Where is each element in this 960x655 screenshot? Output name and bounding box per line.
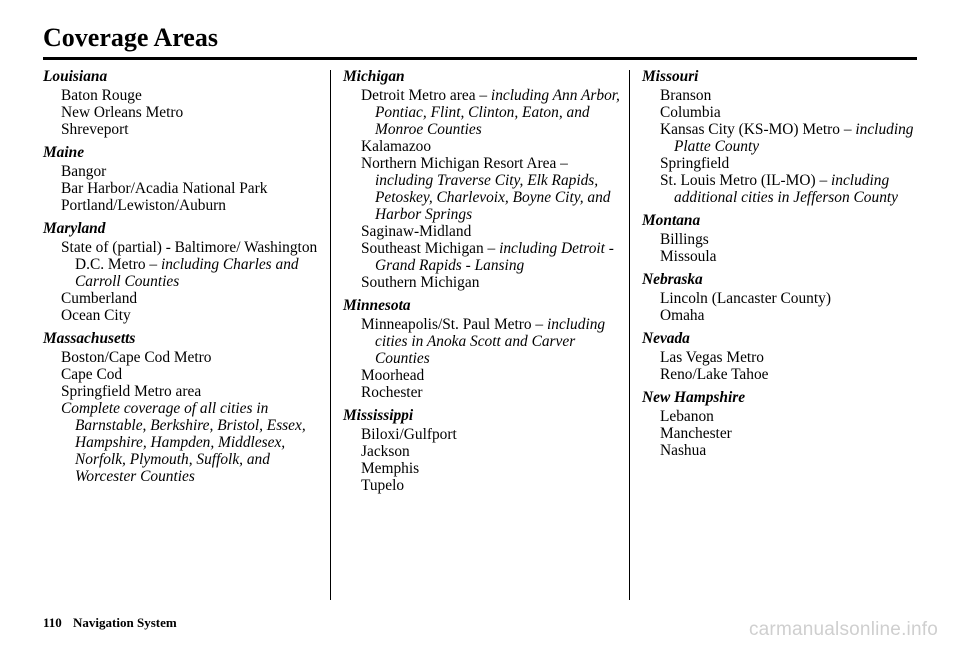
coverage-area-item: [642, 155, 932, 172]
area-name: Moorhead: [361, 367, 425, 384]
area-name: Shreveport: [61, 121, 129, 138]
coverage-area-item: [642, 349, 932, 366]
area-name: Ocean City: [61, 307, 131, 324]
area-name: Boston/Cape Cod Metro: [61, 349, 212, 366]
coverage-area-item: [43, 239, 323, 290]
coverage-area-item: [43, 163, 323, 180]
area-note: including cities in Anoka Scott and Carver Counties: [375, 316, 606, 367]
area-name: Billings: [660, 231, 709, 248]
area-name: Reno/Lake Tahoe: [660, 366, 769, 383]
area-name: Minneapolis/St. Paul Metro –: [361, 316, 547, 333]
coverage-area-item: [43, 180, 323, 197]
coverage-area-item: [43, 307, 323, 324]
coverage-area-item: [43, 349, 323, 366]
coverage-column-2: [343, 68, 623, 494]
area-name: Kansas City (KS-MO) Metro –: [660, 121, 856, 138]
coverage-area-item: [43, 87, 323, 104]
area-note: including Platte County: [674, 121, 914, 155]
coverage-area-item: [642, 104, 932, 121]
area-name: Branson: [660, 87, 712, 104]
area-name: Rochester: [361, 384, 423, 401]
area-name: Cape Cod: [61, 366, 123, 383]
area-name: New Orleans Metro: [61, 104, 184, 121]
coverage-area-item: [343, 223, 623, 240]
coverage-area-item: [343, 443, 623, 460]
area-note: including Traverse City, Elk Rapids, Petoskey, Charlevoix, Boyne City, and Harbor Springs: [375, 172, 611, 223]
coverage-area-item: [642, 231, 932, 248]
state-heading: Nevada: [642, 330, 690, 347]
area-note: including Ann Arbor, Pontiac, Flint, Clinton, Eaton, and Monroe Counties: [375, 87, 620, 138]
coverage-area-item: [642, 425, 932, 442]
state-heading: Massachusetts: [43, 330, 136, 347]
coverage-area-item: [343, 240, 623, 274]
coverage-area-item: [642, 172, 932, 206]
area-name: Nashua: [660, 442, 707, 459]
page-footer: [43, 615, 177, 631]
coverage-area-item: [642, 307, 932, 324]
area-note: including Charles and Carroll Counties: [75, 256, 299, 290]
coverage-area-item: [642, 442, 932, 459]
page-number: 110: [43, 615, 62, 630]
coverage-area-item: [343, 138, 623, 155]
area-name: Las Vegas Metro: [660, 349, 765, 366]
area-name: Bar Harbor/Acadia National Park: [61, 180, 268, 197]
area-note: including additional cities in Jefferson County: [674, 172, 898, 206]
area-name: Biloxi/Gulfport: [361, 426, 457, 443]
coverage-area-item: [43, 400, 323, 485]
coverage-area-item: [343, 460, 623, 477]
state-heading: Minnesota: [343, 297, 411, 314]
coverage-area-item: [642, 366, 932, 383]
coverage-area-item: [43, 366, 323, 383]
coverage-area-item: [343, 274, 623, 291]
coverage-area-item: [343, 87, 623, 138]
coverage-column-3: [642, 68, 932, 459]
coverage-area-item: [642, 290, 932, 307]
coverage-area-item: [43, 121, 323, 138]
area-note: Complete coverage of all cities in Barnstable, Berkshire, Bristol, Essex, Hampshire, Hampden, Middlesex, Norfolk, Plymouth, Suffolk, and Worcester Counties: [61, 400, 306, 485]
coverage-area-item: [43, 104, 323, 121]
state-heading: Louisiana: [43, 68, 108, 85]
state-heading: Nebraska: [642, 271, 703, 288]
area-name: Bangor: [61, 163, 107, 180]
column-divider-2: [629, 70, 630, 600]
area-name: Kalamazoo: [361, 138, 432, 155]
coverage-area-item: [43, 197, 323, 214]
state-heading: Mississippi: [343, 407, 414, 424]
area-name: Manchester: [660, 425, 732, 442]
coverage-area-item: [343, 367, 623, 384]
area-name: Springfield: [660, 155, 730, 172]
state-heading: Maine: [43, 144, 85, 161]
area-name: Memphis: [361, 460, 420, 477]
area-name: Missoula: [660, 248, 717, 265]
coverage-area-item: [642, 121, 932, 155]
coverage-area-item: [343, 477, 623, 494]
area-name: Cumberland: [61, 290, 138, 307]
coverage-area-item: [343, 426, 623, 443]
coverage-area-item: [43, 290, 323, 307]
title-divider: [43, 57, 917, 60]
state-heading: Michigan: [343, 68, 405, 85]
area-name: Omaha: [660, 307, 705, 324]
page-title: Coverage Areas: [43, 23, 218, 52]
coverage-area-item: [642, 408, 932, 425]
coverage-area-item: [343, 384, 623, 401]
area-name: St. Louis Metro (IL-MO) –: [660, 172, 831, 189]
area-name: Lincoln (Lancaster County): [660, 290, 831, 307]
area-note: including Detroit - Grand Rapids - Lansing: [375, 240, 614, 274]
area-name: Columbia: [660, 104, 721, 121]
area-name: Northern Michigan Resort Area –: [361, 155, 568, 172]
area-name: Portland/Lewiston/Auburn: [61, 197, 227, 214]
area-name: Springfield Metro area: [61, 383, 202, 400]
area-name: Detroit Metro area –: [361, 87, 491, 104]
area-name: Tupelo: [361, 477, 405, 494]
coverage-area-item: [343, 155, 623, 223]
section-name: Navigation System: [73, 615, 177, 630]
coverage-area-item: [43, 383, 323, 400]
area-name: Baton Rouge: [61, 87, 142, 104]
area-name: Saginaw-Midland: [361, 223, 472, 240]
area-name: State of (partial) - Baltimore/ Washington D.C. Metro –: [61, 239, 318, 273]
coverage-area-item: [343, 316, 623, 367]
state-heading: Missouri: [642, 68, 699, 85]
coverage-column-1: [43, 68, 323, 485]
area-name: Lebanon: [660, 408, 714, 425]
state-heading: Montana: [642, 212, 701, 229]
area-name: Jackson: [361, 443, 410, 460]
coverage-area-item: [642, 248, 932, 265]
coverage-area-item: [642, 87, 932, 104]
watermark: carmanualsonline.info: [748, 619, 938, 640]
area-name: Southern Michigan: [361, 274, 480, 291]
state-heading: Maryland: [43, 220, 106, 237]
column-divider-1: [330, 70, 331, 600]
state-heading: New Hampshire: [642, 389, 746, 406]
area-name: Southeast Michigan –: [361, 240, 500, 257]
